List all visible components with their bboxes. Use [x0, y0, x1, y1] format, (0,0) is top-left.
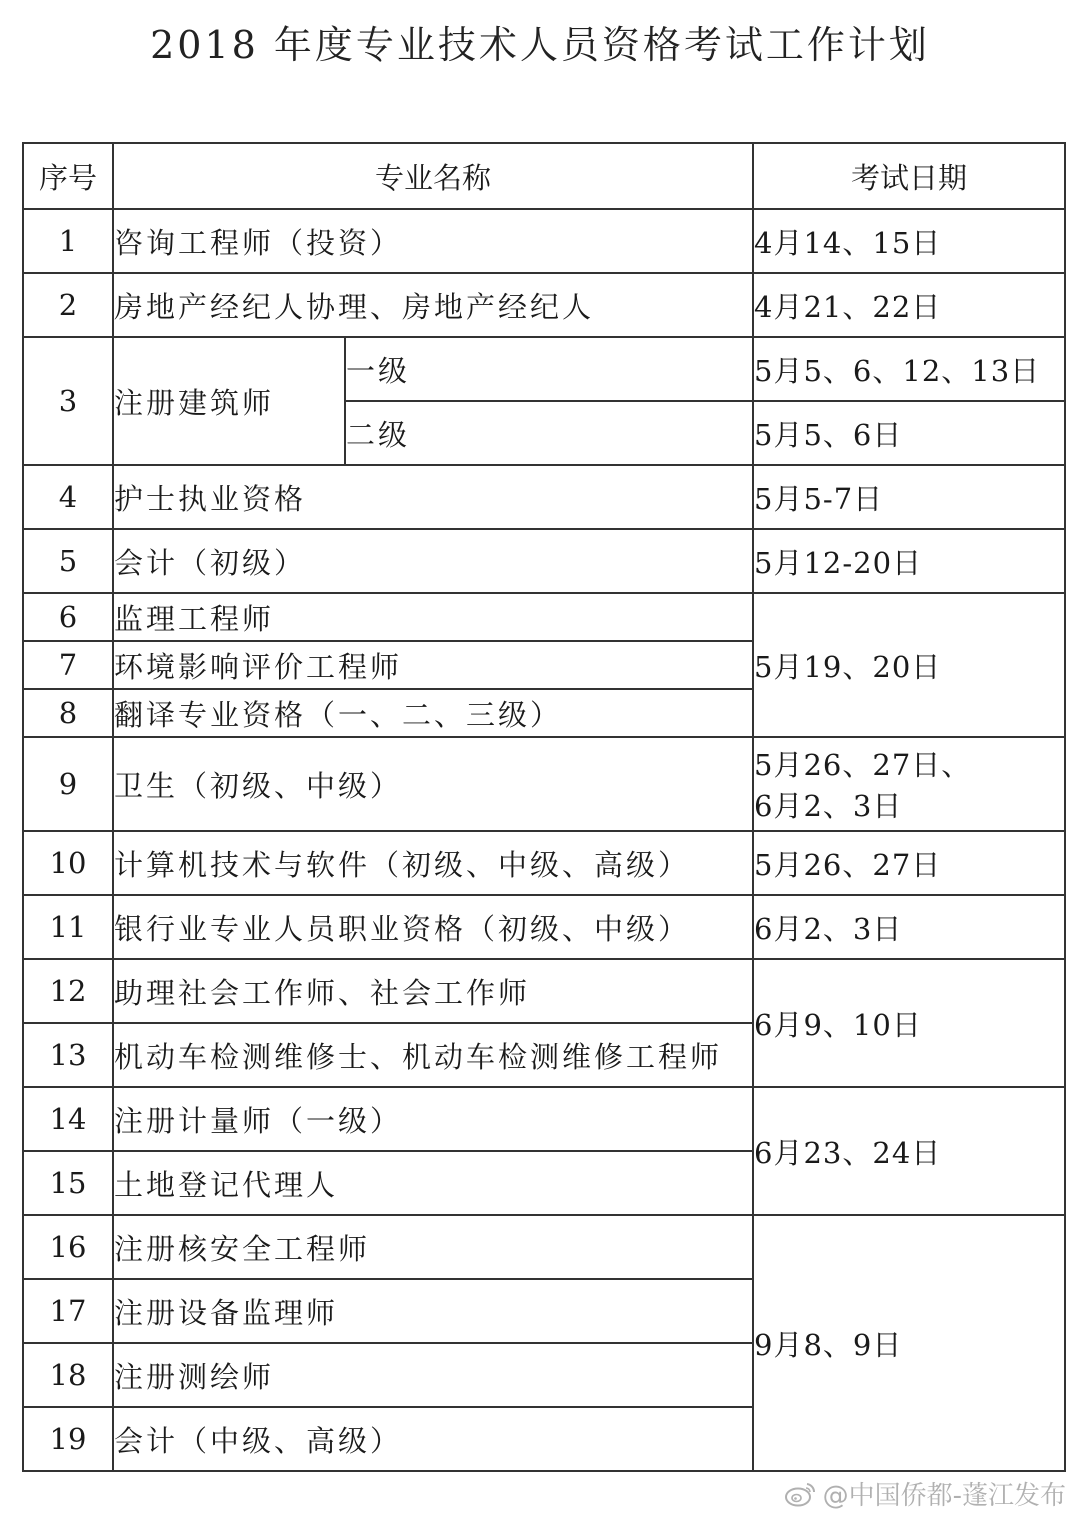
weibo-icon — [783, 1480, 817, 1508]
header-name: 专业名称 — [113, 143, 753, 209]
row-seq: 3 — [23, 337, 113, 465]
row-subname: 二级 — [345, 401, 753, 465]
row-name: 环境影响评价工程师 — [113, 641, 753, 689]
row-seq: 18 — [23, 1343, 113, 1407]
row-date: 5月26、27日 — [753, 831, 1065, 895]
row-date: 6月2、3日 — [753, 895, 1065, 959]
table-row — [23, 273, 1065, 337]
document-title: 2018 年度专业技术人员资格考试工作计划 — [150, 23, 930, 67]
row-date: 4月21、22日 — [753, 273, 1065, 337]
row-name: 房地产经纪人协理、房地产经纪人 — [113, 273, 753, 337]
exam-schedule-table — [22, 142, 1066, 1472]
row-subname: 一级 — [345, 337, 753, 401]
row-date: 5月5、6、12、13日 — [753, 337, 1065, 401]
row-name: 注册核安全工程师 — [113, 1215, 753, 1279]
date-line: 5月26、27日、 — [754, 748, 972, 782]
table-row — [23, 895, 1065, 959]
row-seq: 4 — [23, 465, 113, 529]
table-row — [23, 1215, 1065, 1279]
row-seq: 9 — [23, 737, 113, 831]
row-name: 注册设备监理师 — [113, 1279, 753, 1343]
row-seq: 7 — [23, 641, 113, 689]
row-name: 注册测绘师 — [113, 1343, 753, 1407]
row-seq: 11 — [23, 895, 113, 959]
row-name: 翻译专业资格（一、二、三级） — [113, 689, 753, 737]
header-seq: 序号 — [23, 143, 113, 209]
row-date: 5月5-7日 — [753, 465, 1065, 529]
watermark-text: @中国侨都-蓬江发布 — [822, 1481, 1066, 1511]
watermark — [783, 1475, 1066, 1512]
header-date: 考试日期 — [753, 143, 1065, 209]
row-seq: 5 — [23, 529, 113, 593]
table-row — [23, 593, 1065, 641]
row-seq: 13 — [23, 1023, 113, 1087]
row-seq: 15 — [23, 1151, 113, 1215]
row-seq: 14 — [23, 1087, 113, 1151]
table-row — [23, 337, 1065, 401]
row-name: 护士执业资格 — [113, 465, 753, 529]
table-row — [23, 959, 1065, 1023]
row-seq: 1 — [23, 209, 113, 273]
row-name: 注册计量师（一级） — [113, 1087, 753, 1151]
table-row — [23, 737, 1065, 831]
row-name: 助理社会工作师、社会工作师 — [113, 959, 753, 1023]
row-name: 机动车检测维修士、机动车检测维修工程师 — [113, 1023, 753, 1087]
date-line: 6月2、3日 — [754, 789, 903, 823]
row-seq: 16 — [23, 1215, 113, 1279]
row-seq: 17 — [23, 1279, 113, 1343]
row-date: 5月12-20日 — [753, 529, 1065, 593]
row-date: 4月14、15日 — [753, 209, 1065, 273]
row-seq: 8 — [23, 689, 113, 737]
table-row — [23, 1087, 1065, 1151]
row-name: 银行业专业人员职业资格（初级、中级） — [113, 895, 753, 959]
row-name: 会计（初级） — [113, 529, 753, 593]
row-name: 土地登记代理人 — [113, 1151, 753, 1215]
row-seq: 12 — [23, 959, 113, 1023]
row-date — [753, 737, 1065, 831]
table-row — [23, 209, 1065, 273]
merged-date: 9月8、9日 — [753, 1215, 1065, 1471]
row-name: 卫生（初级、中级） — [113, 737, 753, 831]
row-name: 注册建筑师 — [113, 337, 345, 465]
row-seq: 6 — [23, 593, 113, 641]
row-seq: 2 — [23, 273, 113, 337]
row-seq: 10 — [23, 831, 113, 895]
row-name: 监理工程师 — [113, 593, 753, 641]
table-header-row — [23, 143, 1065, 209]
row-name: 计算机技术与软件（初级、中级、高级） — [113, 831, 753, 895]
table-row — [23, 529, 1065, 593]
table-row — [23, 831, 1065, 895]
merged-date: 6月9、10日 — [753, 959, 1065, 1087]
row-seq: 19 — [23, 1407, 113, 1471]
merged-date: 6月23、24日 — [753, 1087, 1065, 1215]
merged-date: 5月19、20日 — [753, 593, 1065, 737]
row-date: 5月5、6日 — [753, 401, 1065, 465]
table-row — [23, 465, 1065, 529]
row-name: 咨询工程师（投资） — [113, 209, 753, 273]
row-name: 会计（中级、高级） — [113, 1407, 753, 1471]
